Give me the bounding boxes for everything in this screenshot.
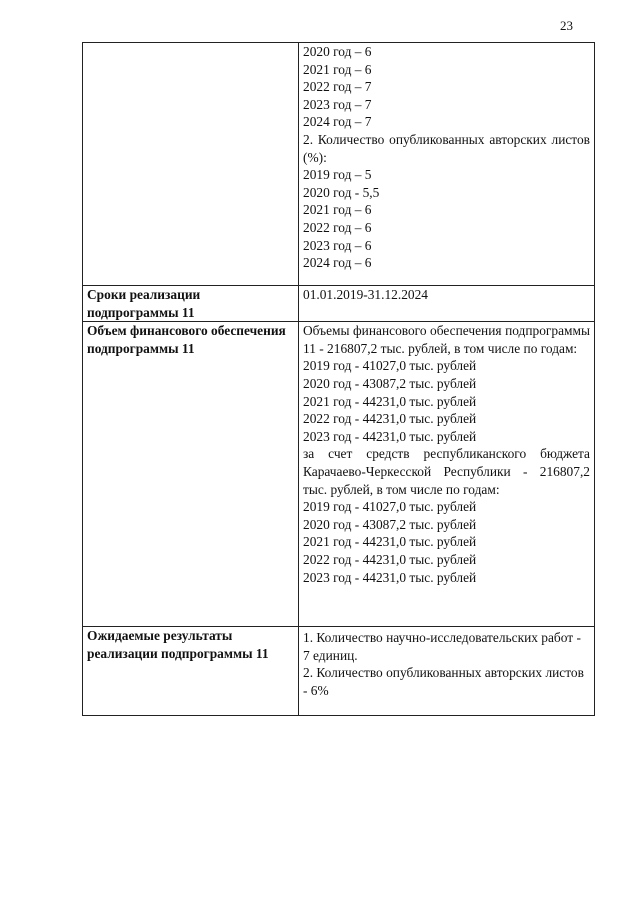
row-value-financing — [299, 322, 595, 627]
row-label-empty — [83, 43, 299, 286]
value-paragraph: 2. Количество опубликованных авторских листов - 6% — [303, 665, 584, 698]
value-line: 2022 год - 44231,0 тыс. рублей — [303, 551, 477, 567]
row-value-indicators — [299, 43, 595, 286]
value-line: 2022 год – 7 — [303, 79, 372, 95]
value-paragraph: 2. Количество опубликованных авторских листов (%): — [303, 131, 590, 165]
value-line: 2020 год - 43087,2 тыс. рублей — [303, 516, 477, 532]
value-line: 2020 год – 6 — [303, 44, 372, 59]
value-line: 2021 год – 6 — [303, 202, 372, 218]
row-value-expected-results — [299, 627, 595, 716]
value-paragraph: Объемы финансового обеспечения подпрограммы 11 - 216807,2 тыс. рублей, в том числе по годам: — [303, 323, 590, 356]
value-line: 2023 год – 7 — [303, 96, 372, 112]
value-line: 2020 год - 5,5 — [303, 184, 380, 200]
value-line: 2024 год – 7 — [303, 114, 372, 130]
value-line: 2022 год – 6 — [303, 219, 372, 235]
value-line: 2021 год - 44231,0 тыс. рублей — [303, 393, 477, 409]
table-row-indicators-continued — [83, 43, 595, 286]
value-line: 2019 год - 41027,0 тыс. рублей — [303, 358, 477, 374]
value-line: 2021 год – 6 — [303, 61, 372, 77]
table-row-financing — [83, 322, 595, 627]
value-line: 2019 год - 41027,0 тыс. рублей — [303, 499, 477, 515]
value-line: 2023 год - 44231,0 тыс. рублей — [303, 428, 477, 444]
value-line: 2023 год – 6 — [303, 237, 372, 253]
value-line: 01.01.2019-31.12.2024 — [303, 287, 428, 302]
value-line: 2024 год – 6 — [303, 255, 372, 271]
page-number: 23 — [560, 18, 573, 33]
row-value-implementation-period — [299, 286, 595, 322]
value-line: 2021 год - 44231,0 тыс. рублей — [303, 534, 477, 550]
row-label-expected-results: Ожидаемые результаты реализации подпрограммы 11 — [83, 627, 299, 716]
value-line: 2023 год - 44231,0 тыс. рублей — [303, 569, 477, 585]
value-paragraph: за счет средств республиканского бюджета Карачаево-Черкесской Республики - 216807,2 тыс. рублей, в том числе по годам: — [303, 446, 590, 497]
value-line: 2019 год – 5 — [303, 167, 372, 183]
value-line: 2020 год - 43087,2 тыс. рублей — [303, 375, 477, 391]
row-label-financing: Объем финансового обеспечения подпрограммы 11 — [83, 322, 299, 627]
value-line: 2022 год - 44231,0 тыс. рублей — [303, 411, 477, 427]
subprogram-passport-table — [82, 42, 595, 716]
value-paragraph: 1. Количество научно-исследовательских работ - 7 единиц. — [303, 630, 581, 663]
row-label-implementation-period: Сроки реализации подпрограммы 11 — [83, 286, 299, 322]
table-row-expected-results — [83, 627, 595, 716]
table-row-implementation-period — [83, 286, 595, 322]
